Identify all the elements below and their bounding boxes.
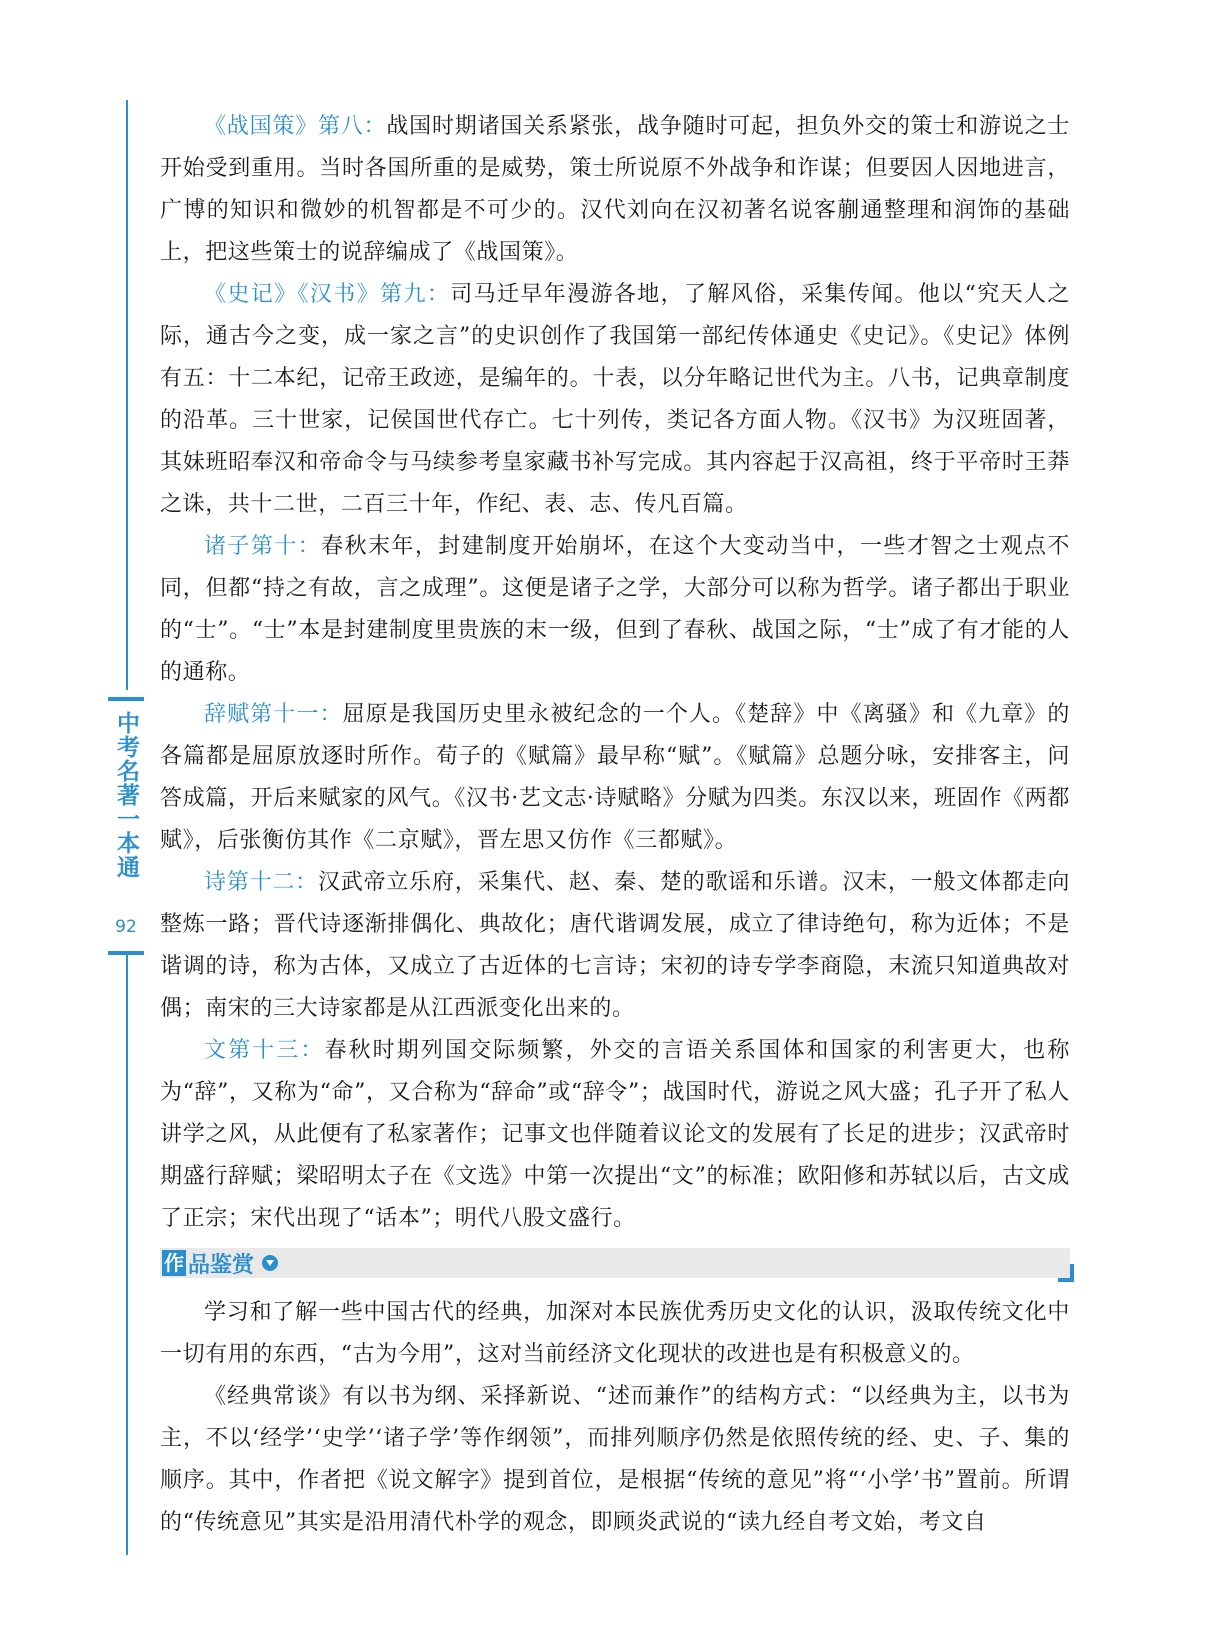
page-body <box>160 106 1070 1544</box>
page-number: 92 <box>115 917 137 937</box>
section-text: 战国时期诸国关系紧张，战争随时可起，担负外交的策士和游说之士开始受到重用。当时各国所重的是威势，策士所说原不外战争和诈谋；但要因人因地进言，广博的知识和微妙的机智都是不可少的。汉代刘向在汉初著名说客蒯通整理和润饰的基础上，把这些策士的说辞编成了《战国策》。 <box>160 114 1070 265</box>
section-label: 《战国策》第八： <box>204 114 387 139</box>
heading-text: 品鉴赏 <box>188 1252 255 1278</box>
book-title: 中考名著一本通 <box>113 711 139 879</box>
appreciation-paragraph: 《经典常谈》有以书为纲、采择新说、“述而兼作”的结构方式：“以经典为主，以书为主，不以‘经学’‘史学’‘诸子学’等作纲领”，而排列顺序仍然是依照传统的经、史、子、集的顺序。其中，作者把《说文解字》提到首位，是根据“传统的意见”将“‘小学’书”置前。所谓的“传统意见”其实是沿用清代朴学的观念，即顾炎武说的“读九经自考文始，考文自 <box>160 1384 1070 1535</box>
section-text: 屈原是我国历史里永被纪念的一个人。《楚辞》中《离骚》和《九章》的各篇都是屈原放逐时所作。荀子的《赋篇》最早称“赋”。《赋篇》总题分咏，安排客主，问答成篇，开后来赋家的风气。《汉书·艺文志·诗赋略》分赋为四类。东汉以来，班固作《两都赋》，后张衡仿其作《二京赋》，晋左思又仿作《三都赋》。 <box>160 702 1071 853</box>
section-label: 诗第十二： <box>204 870 318 895</box>
section-label: 诸子第十： <box>204 534 322 559</box>
appreciation-heading-bar <box>160 1248 1070 1278</box>
paragraph-zhanguoce <box>160 106 1070 274</box>
paragraph-zhuzi <box>160 526 1070 694</box>
chevron-down-icon <box>262 1255 278 1271</box>
section-label: 辞赋第十一： <box>204 702 343 727</box>
paragraph-shiji-hanshu <box>160 274 1070 526</box>
section-text: 春秋末年，封建制度开始崩坏，在这个大变动当中，一些才智之士观点不同，但都“持之有故，言之成理”。这便是诸子之学，大部分可以称为哲学。诸子都出于职业的“士”。“士”本是封建制度里贵族的末一级，但到了春秋、战国之际，“士”成了有才能的人的通称。 <box>160 534 1070 685</box>
side-tab <box>108 697 144 955</box>
side-rule-top <box>126 100 128 690</box>
appreciation-paragraph: 学习和了解一些中国古代的经典，加深对本民族优秀历史文化的认识，汲取传统文化中一切有用的东西，“古为今用”，这对当前经济文化现状的改进也是有积极意义的。 <box>160 1300 1070 1367</box>
section-label: 文第十三： <box>204 1038 325 1063</box>
heading-badge: 作 <box>164 1251 184 1275</box>
section-text: 春秋时期列国交际频繁，外交的言语关系国体和国家的利害更大，也称为“辞”，又称为“命”，又合称为“辞命”或“辞令”；战国时代，游说之风大盛；孔子开了私人讲学之风，从此便有了私家著作；记事文也伴随着议论文的发展有了长足的进步；汉武帝时期盛行辞赋；梁昭明太子在《文选》中第一次提出“文”的标准；欧阳修和苏轼以后，古文成了正宗；宋代出现了“话本”；明代八股文盛行。 <box>160 1038 1070 1231</box>
paragraph-shi <box>160 862 1070 1030</box>
section-text: 司马迁早年漫游各地，了解风俗，采集传闻。他以“究天人之际，通古今之变，成一家之言”的史识创作了我国第一部纪传体通史《史记》。《史记》体例有五：十二本纪，记帝王政迹，是编年的。十表，以分年略记世代为主。八书，记典章制度的沿革。三十世家，记侯国世代存亡。七十列传，类记各方面人物。《汉书》为汉班固著，其妹班昭奉汉和帝命令与马续参考皇家藏书补写完成。其内容起于汉高祖，终于平帝时王莽之诛，共十二世，二百三十年，作纪、表、志、传凡百篇。 <box>160 282 1071 517</box>
paragraph-wen <box>160 1030 1070 1240</box>
section-label: 《史记》《汉书》第九： <box>204 282 451 307</box>
section-text: 汉武帝立乐府，采集代、赵、秦、楚的歌谣和乐谱。汉末，一般文体都走向整炼一路；晋代诗逐渐排偶化、典故化；唐代谐调发展，成立了律诗绝句，称为近体；不是谐调的诗，称为古体，又成立了古近体的七言诗；宋初的诗专学李商隐，末流只知道典故对偶；南宋的三大诗家都是从江西派变化出来的。 <box>160 870 1070 1021</box>
paragraph-cifu <box>160 694 1070 862</box>
side-rule-bottom <box>126 955 128 1555</box>
corner-mark <box>1058 1264 1074 1282</box>
